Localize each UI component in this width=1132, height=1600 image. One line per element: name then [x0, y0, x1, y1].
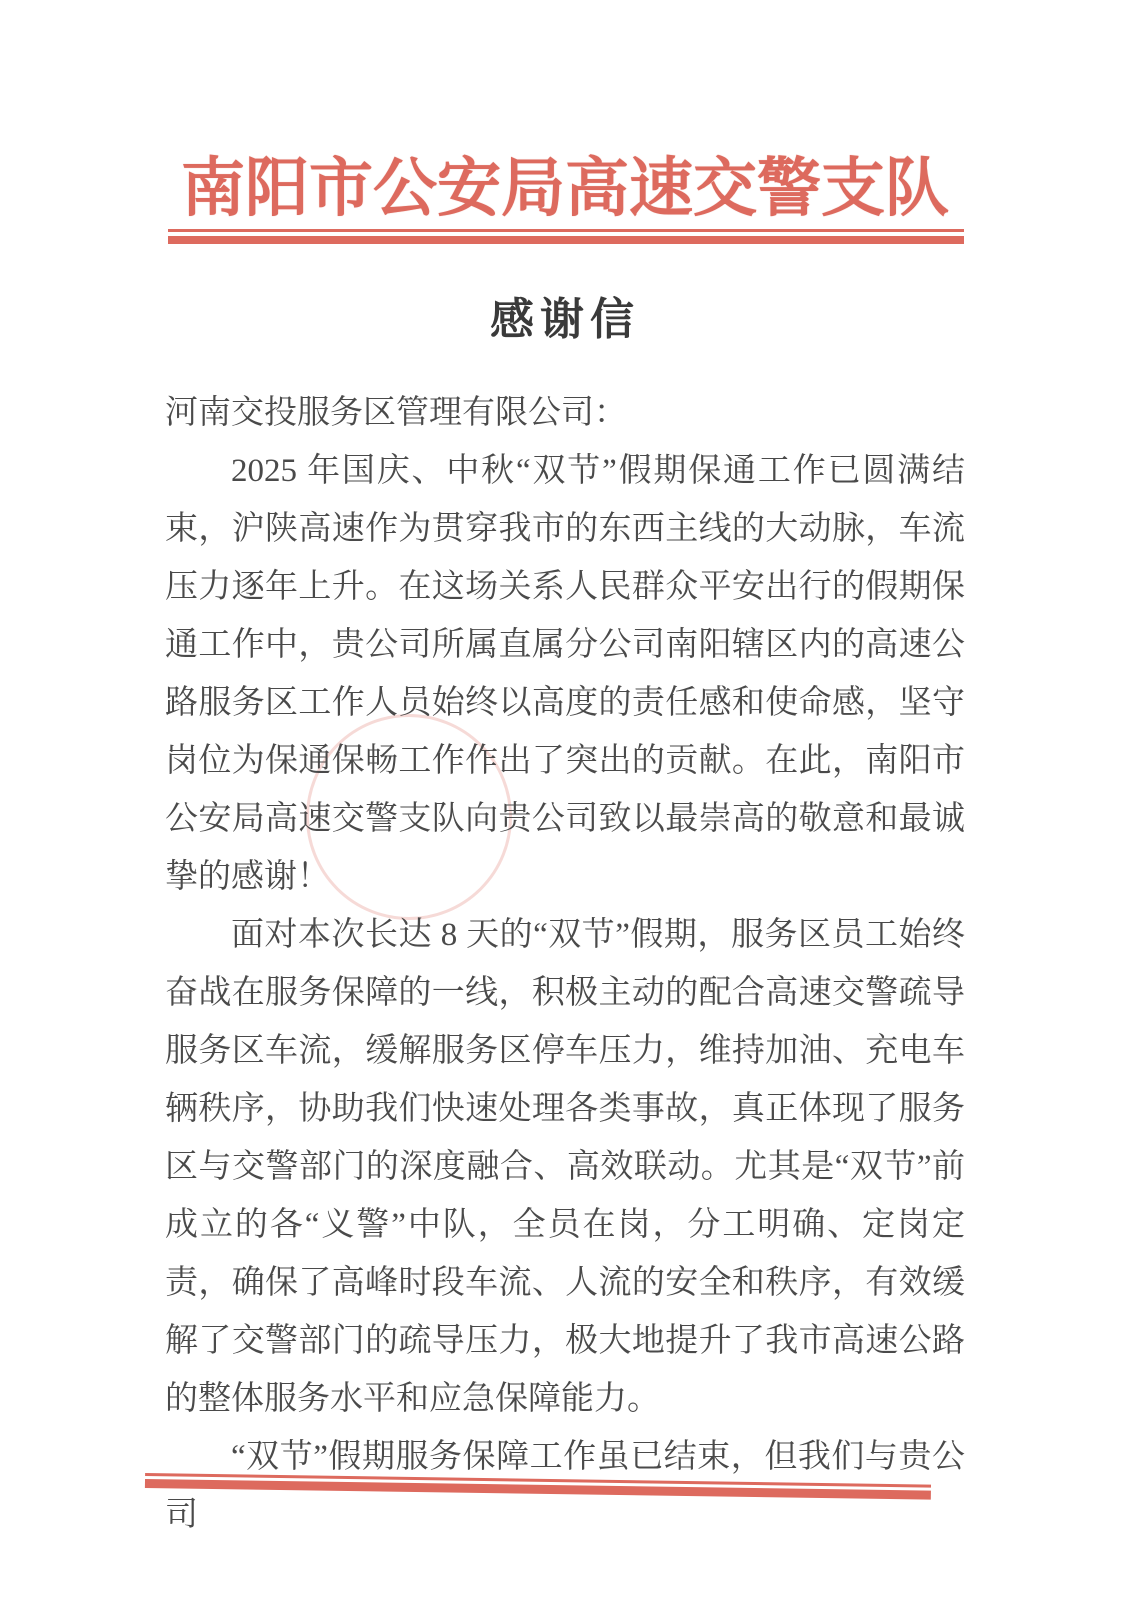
salutation: 河南交投服务区管理有限公司： — [165, 395, 627, 431]
letterhead-title: 南阳市公安局高速交警支队 — [181, 153, 949, 224]
paragraph-1: 2025 年国庆、中秋“双节”假期保通工作已圆满结束，沪陕高速作为贯穿我市的东西主线的大动脉，车流压力逐年上升。在这场关系人民群众平安出行的假期保通工作中，贵公司所属直属分公司南阳辖区内的高速公路服务区工作人员始终以高度的责任感和使命感，坚守岗位为保通保畅工作作出了突出的贡献。在此，南阳市公安局高速交警支队向贵公司致以最崇高的敬意和最诚挚的感谢！ — [165, 453, 965, 895]
paragraph-3: “双节”假期服务保障工作虽已结束，但我们与贵公司 — [165, 1439, 965, 1533]
letter-body — [165, 384, 965, 1544]
paragraph-2: 面对本次长达 8 天的“双节”假期，服务区员工始终奋战在服务保障的一线，积极主动的配合高速交警疏导服务区车流，缓解服务区停车压力，维持加油、充电车辆秩序，协助我们快速处理各类事故，真正体现了服务区与交警部门的深度融合、高效联动。尤其是“双节”前成立的各“义警”中队，全员在岗，分工明确、定岗定责，确保了高峰时段车流、人流的安全和秩序，有效缓解了交警部门的疏导压力，极大地提升了我市高速公路的整体服务水平和应急保障能力。 — [165, 917, 965, 1417]
letterhead — [165, 150, 965, 228]
document-title: 感谢信 — [490, 295, 640, 344]
header-rule-thick-line — [168, 236, 964, 244]
header-double-rule — [168, 229, 964, 244]
